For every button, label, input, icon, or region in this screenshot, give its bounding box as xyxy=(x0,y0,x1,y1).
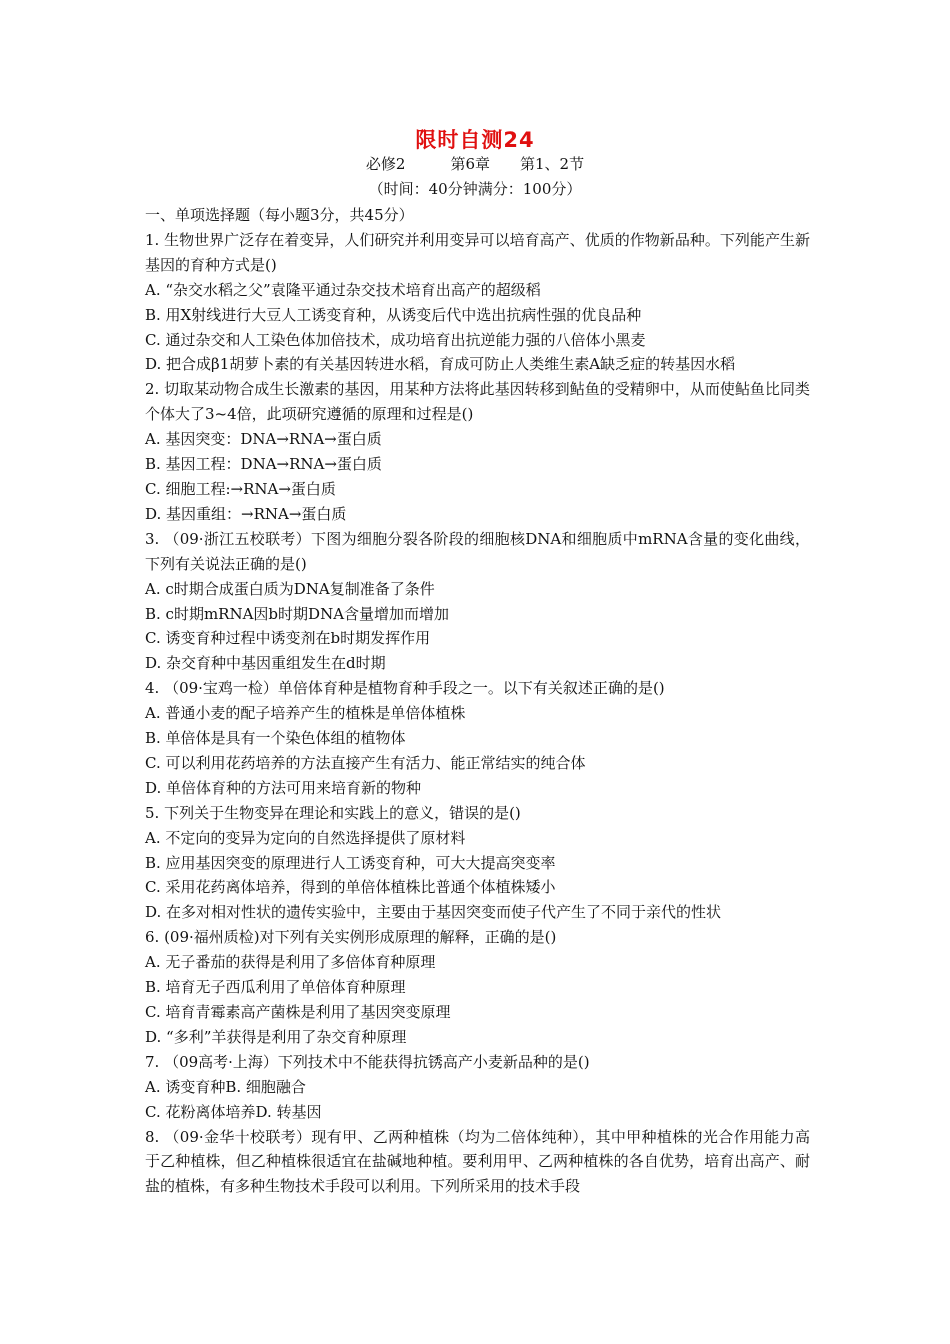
option-a: A. c时期合成蛋白质为DNA复制准备了条件 xyxy=(145,579,435,598)
option-a: A. 无子番茄的获得是利用了多倍体育种原理 xyxy=(145,953,436,972)
question-list xyxy=(145,203,810,1199)
section-heading: 一、单项选择题（每小题3分，共45分） xyxy=(145,206,414,224)
question-stem: 4. （09·宝鸡一检）单倍体育种是植物育种手段之一。以下有关叙述正确的是() xyxy=(145,679,665,698)
option-a: A. 基因突变：DNA→RNA→蛋白质 xyxy=(145,430,382,449)
option-d: D. 杂交育种中基因重组发生在d时期 xyxy=(145,654,386,673)
option-b: B. 应用基因突变的原理进行人工诱变育种，可大大提高突变率 xyxy=(145,853,556,872)
option-c: C. 可以利用花药培养的方法直接产生有活力、能正常结实的纯合体 xyxy=(145,753,586,772)
question-5 xyxy=(145,801,810,926)
option-a: A. 不定向的变异为定向的自然选择提供了原材料 xyxy=(145,828,466,847)
option-b: B. c时期mRNA因b时期DNA含量增加而增加 xyxy=(145,604,450,623)
option-d: D. 在多对相对性状的遗传实验中，主要由于基因突变而使子代产生了不同于亲代的性状 xyxy=(145,903,722,922)
question-1 xyxy=(145,228,810,377)
option-ab: A. 诱变育种B. 细胞融合 xyxy=(145,1077,306,1096)
time-info: （时间：40分钟满分：100分） xyxy=(368,180,582,198)
option-cd: C. 花粉离体培养D. 转基因 xyxy=(145,1102,322,1121)
option-d: D. “多利”羊获得是利用了杂交育种原理 xyxy=(145,1027,407,1046)
question-stem: 1. 生物世界广泛存在着变异，人们研究并利用变异可以培育高产、优质的作物新品种。下列能产生新基因的育种方式是() xyxy=(145,230,810,274)
option-a: A. “杂交水稻之父”袁隆平通过杂交技术培育出高产的超级稻 xyxy=(145,280,541,299)
question-6 xyxy=(145,925,810,1050)
option-c: C. 通过杂交和人工染色体加倍技术，成功培育出抗逆能力强的八倍体小黑麦 xyxy=(145,330,646,349)
option-c: C. 采用花药离体培养，得到的单倍体植株比普通个体植株矮小 xyxy=(145,878,556,897)
option-c: C. 细胞工程:→RNA→蛋白质 xyxy=(145,479,336,498)
question-3 xyxy=(145,527,810,676)
option-b: B. 用X射线进行大豆人工诱变育种，从诱变后代中选出抗病性强的优良品种 xyxy=(145,305,642,324)
question-stem: 3. （09·浙江五校联考）下图为细胞分裂各阶段的细胞核DNA和细胞质中mRNA含量的变化曲线，下列有关说法正确的是() xyxy=(145,529,810,573)
question-7 xyxy=(145,1050,810,1125)
page-title: 限时自测24 xyxy=(415,128,535,152)
option-d: D. 单倍体育种的方法可用来培育新的物种 xyxy=(145,778,422,797)
option-a: A. 普通小麦的配子培养产生的植株是单倍体植株 xyxy=(145,704,466,723)
question-stem: 8. （09·金华十校联考）现有甲、乙两种植株（均为二倍体纯种），其中甲种植株的光合作用能力高于乙种植株，但乙种植株很适宜在盐碱地种植。要利用甲、乙两种植株的各自优势，培育出高产、耐盐的植株，有多种生物技术手段可以利用。下列所采用的技术手段 xyxy=(145,1127,810,1196)
question-stem: 2. 切取某动物合成生长激素的基因，用某种方法将此基因转移到鲇鱼的受精卵中，从而使鲇鱼比同类个体大了3~4倍，此项研究遵循的原理和过程是() xyxy=(145,380,810,424)
option-b: B. 单倍体是具有一个染色体组的植物体 xyxy=(145,729,406,748)
question-4 xyxy=(145,676,810,801)
option-c: C. 培育青霉素高产菌株是利用了基因突变原理 xyxy=(145,1003,451,1021)
question-stem: 7. （09高考·上海）下列技术中不能获得抗锈高产小麦新品种的是() xyxy=(145,1052,590,1071)
chapter-subtitle: 必修2 第6章 第1、2节 xyxy=(365,155,585,173)
question-stem: 6. (09·福州质检)对下列有关实例形成原理的解释，正确的是() xyxy=(145,928,557,947)
question-8 xyxy=(145,1125,810,1200)
option-b: B. 培育无子西瓜利用了单倍体育种原理 xyxy=(145,978,406,997)
option-c: C. 诱变育种过程中诱变剂在b时期发挥作用 xyxy=(145,629,431,648)
question-stem: 5. 下列关于生物变异在理论和实践上的意义，错误的是() xyxy=(145,803,521,822)
option-d: D. 基因重组：→RNA→蛋白质 xyxy=(145,504,347,523)
option-d: D. 把合成β1胡萝卜素的有关基因转进水稻，育成可防止人类维生素A缺乏症的转基因水稻 xyxy=(145,355,736,374)
question-2 xyxy=(145,377,810,526)
option-b: B. 基因工程：DNA→RNA→蛋白质 xyxy=(145,455,382,474)
